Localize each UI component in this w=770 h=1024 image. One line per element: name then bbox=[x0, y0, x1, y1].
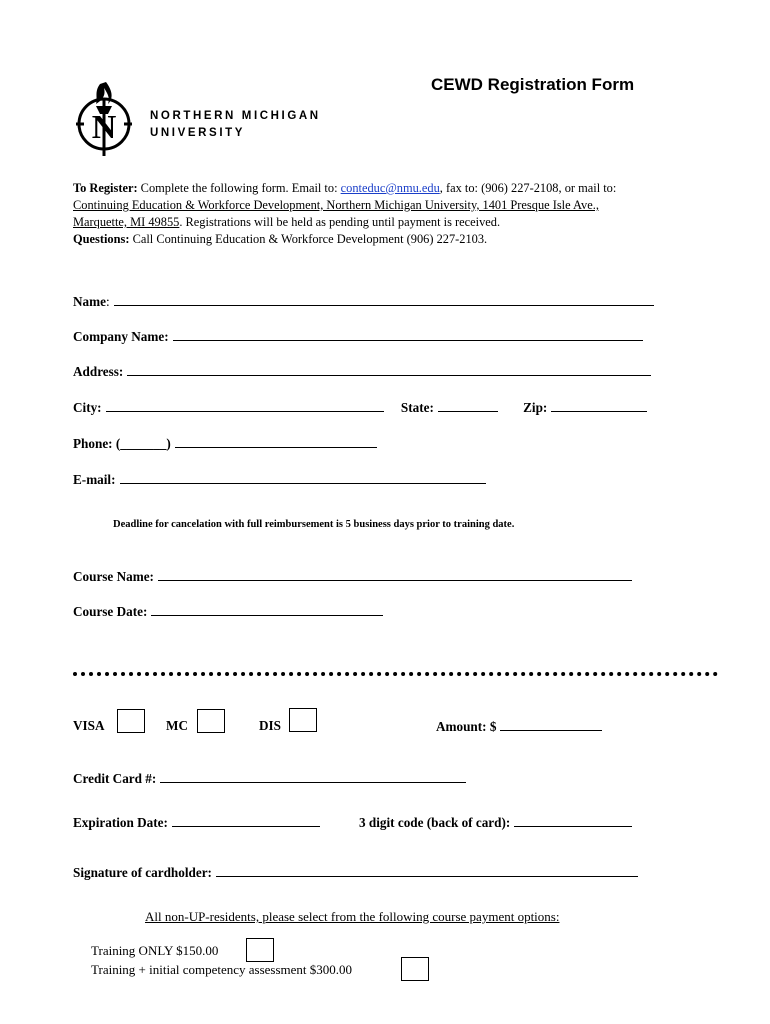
visa-checkbox[interactable] bbox=[117, 709, 145, 733]
email-field[interactable] bbox=[120, 471, 486, 484]
amount-row bbox=[436, 718, 602, 735]
company-field[interactable] bbox=[173, 328, 643, 341]
security-code-row bbox=[359, 814, 632, 831]
register-label: To Register: bbox=[73, 181, 138, 195]
city-field[interactable] bbox=[106, 399, 384, 412]
phone-field[interactable] bbox=[175, 435, 377, 448]
amount-field[interactable] bbox=[500, 718, 602, 731]
credit-card-row bbox=[73, 770, 466, 787]
name-field[interactable] bbox=[114, 293, 654, 306]
logo-text-line1: NORTHERN MICHIGAN bbox=[150, 110, 321, 122]
mc-checkbox[interactable] bbox=[197, 709, 225, 733]
dis-label: DIS bbox=[259, 718, 281, 733]
security-code-field[interactable] bbox=[514, 814, 632, 827]
credit-card-label: Credit Card #: bbox=[73, 771, 157, 786]
name-colon: : bbox=[105, 294, 110, 309]
torch-emblem-icon bbox=[72, 78, 136, 160]
address-field[interactable] bbox=[127, 363, 651, 376]
course-name-label: Course Name: bbox=[73, 569, 154, 584]
logo-text-line2: UNIVERSITY bbox=[150, 127, 246, 139]
security-code-label: 3 digit code (back of card): bbox=[359, 815, 511, 830]
expiration-field[interactable] bbox=[172, 814, 320, 827]
visa-label: VISA bbox=[73, 718, 105, 733]
city-label: City: bbox=[73, 400, 102, 415]
credit-card-field[interactable] bbox=[160, 770, 466, 783]
state-field[interactable] bbox=[438, 399, 498, 412]
address-row bbox=[73, 363, 651, 380]
expiration-label: Expiration Date: bbox=[73, 815, 168, 830]
course-date-label: Course Date: bbox=[73, 604, 148, 619]
register-text: Complete the following form. Email to: bbox=[137, 181, 341, 195]
city-row bbox=[73, 399, 647, 416]
zip-label: Zip: bbox=[523, 400, 548, 415]
zip-field[interactable] bbox=[551, 399, 647, 412]
company-row bbox=[73, 328, 643, 345]
questions-text: Call Continuing Education & Workforce Development (906) 227-2103. bbox=[129, 232, 488, 246]
mailing-city: Marquette, MI 49855 bbox=[73, 215, 180, 229]
signature-row bbox=[73, 864, 638, 881]
email-link[interactable]: conteduc@nmu.edu bbox=[340, 181, 440, 195]
email-row bbox=[73, 471, 486, 488]
option-training-assessment-checkbox[interactable] bbox=[401, 957, 429, 981]
payment-options-heading: All non-UP-residents, please select from the following course payment options: bbox=[145, 909, 560, 924]
company-label: Company Name: bbox=[73, 329, 169, 344]
pending-text: . Registrations will be held as pending until payment is received. bbox=[179, 215, 501, 229]
course-name-row bbox=[73, 568, 632, 585]
expiration-row bbox=[73, 814, 320, 831]
form-title: CEWD Registration Form bbox=[431, 75, 635, 94]
university-logo bbox=[72, 78, 332, 160]
phone-row bbox=[73, 435, 377, 452]
section-divider bbox=[73, 672, 718, 676]
svg-text:N: N bbox=[91, 109, 117, 146]
cancellation-notice: Deadline for cancelation with full reimbursement is 5 business days prior to training date. bbox=[113, 519, 515, 530]
option-training-only-label: Training ONLY $150.00 bbox=[91, 943, 219, 958]
questions-label: Questions: bbox=[73, 232, 130, 246]
course-date-field[interactable] bbox=[151, 603, 383, 616]
signature-field[interactable] bbox=[216, 864, 638, 877]
mc-label: MC bbox=[166, 718, 188, 733]
email-label: E-mail: bbox=[73, 472, 116, 487]
option-training-only-checkbox[interactable] bbox=[246, 938, 274, 962]
state-label: State: bbox=[400, 400, 434, 415]
name-row bbox=[73, 293, 654, 310]
option-training-assessment-label: Training + initial competency assessment $300.00 bbox=[91, 962, 353, 977]
intro-paragraph bbox=[73, 180, 713, 248]
dis-checkbox[interactable] bbox=[289, 708, 317, 732]
phone-label: Phone: (_______) bbox=[73, 436, 171, 451]
signature-label: Signature of cardholder: bbox=[73, 865, 212, 880]
course-date-row bbox=[73, 603, 383, 620]
mailing-address: Continuing Education & Workforce Development, Northern Michigan University, 1401 Presque Isle Ave., bbox=[73, 198, 599, 212]
name-label: Name bbox=[73, 294, 106, 309]
address-label: Address: bbox=[73, 364, 124, 379]
register-text-2: , fax to: (906) 227-2108, or mail to: bbox=[439, 181, 617, 195]
amount-label: Amount: $ bbox=[436, 719, 497, 734]
course-name-field[interactable] bbox=[158, 568, 632, 581]
